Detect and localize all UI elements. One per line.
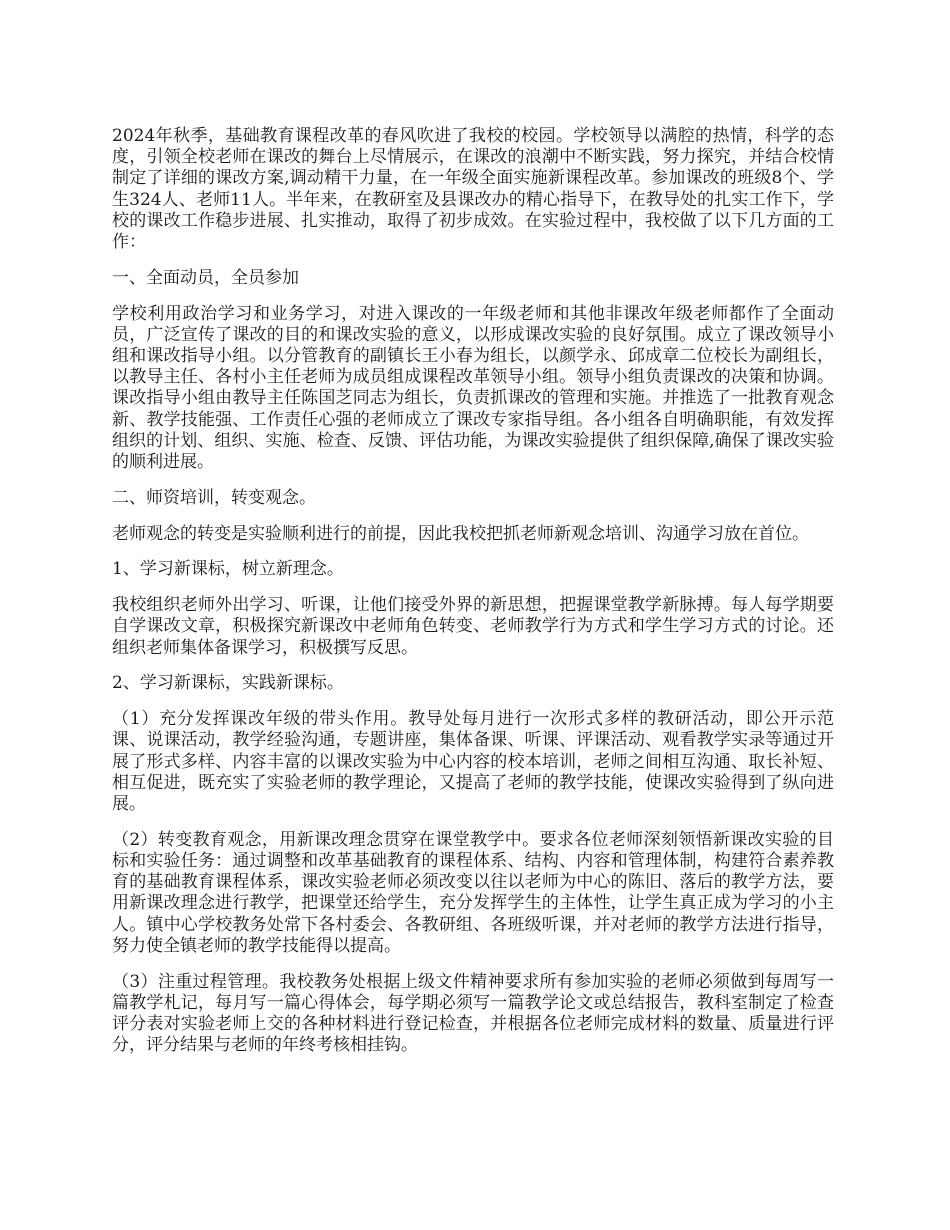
numbered-paragraph-1: （1）充分发挥课改年级的带头作用。教导处每月进行一次形式多样的教研活动，即公开示范课、说课活动，教学经验沟通，专题讲座，集体备课、听课、评课活动、观看教学实录等通过开展了形式多样、内容丰富的以课改实验为中心内容的校本培训，老师之间相互沟通、取长补短、相互促进，既充实了实验老师的教学理论，又提高了老师的教学技能，使课改实验得到了纵向进展。 [112, 709, 834, 815]
body-paragraph: 学校利用政治学习和业务学习，对进入课改的一年级老师和其他非课改年级老师都作了全面动员，广泛宣传了课改的目的和课改实验的意义，以形成课改实验的良好氛围。成立了课改领导小组和课改指导小组。以分管教育的副镇长王小春为组长，以颜学永、邱成章二位校长为副组长，以教导主任、各村小主任老师为成员组成课程改革领导小组。领导小组负责课改的决策和协调。课改指导小组由教导主任陈国芝同志为组长，负责抓课改的管理和实施。并推选了一批教育观念新、教学技能强、工作责任心强的老师成立了课改专家指导组。各小组各自明确职能，有效发挥组织的计划、组织、实施、检查、反馈、评估功能，为课改实验提供了组织保障,确保了课改实验的顺利进展。 [112, 303, 834, 473]
numbered-paragraph-3: （3）注重过程管理。我校教务处根据上级文件精神要求所有参加实验的老师必须做到每周写一篇教学札记，每月写一篇心得体会，每学期必须写一篇教学论文或总结报告，教科室制定了检查评分表对实验老师上交的各种材料进行登记检查，并根据各位老师完成材料的数量、质量进行评分，评分结果与老师的年终考核相挂钩。 [112, 971, 834, 1056]
intro-paragraph: 2024年秋季，基础教育课程改革的春风吹进了我校的校园。学校领导以满腔的热情，科学的态度，引领全校老师在课改的舞台上尽情展示，在课改的浪潮中不断实践，努力探究，并结合校情制定了详细的课改方案,调动精干力量，在一年级全面实施新课程改革。参加课改的班级8个、学生324人、老师11人。半年来，在教研室及县课改办的精心指导下，在教导处的扎实工作下，学校的课改工作稳步进展、扎实推动，取得了初步成效。在实验过程中，我校做了以下几方面的工作： [112, 126, 834, 253]
body-paragraph: 我校组织老师外出学习、听课，让他们接受外界的新思想，把握课堂教学新脉搏。每人每学期要自学课改文章，积极探究新课改中老师角色转变、老师教学行为方式和学生学习方式的讨论。还组织老师集体备课学习，积极撰写反思。 [112, 595, 834, 658]
subsection-heading-2: 2、学习新课标，实践新课标。 [112, 673, 344, 694]
section-heading-2: 二、师资培训，转变观念。 [112, 487, 316, 508]
section-heading-1: 一、全面动员，全员参加 [112, 267, 299, 288]
document-body [112, 126, 834, 1071]
body-paragraph: 老师观念的转变是实验顺利进行的前提，因此我校把抓老师新观念培训、沟通学习放在首位。 [112, 523, 809, 544]
subsection-heading-1: 1、学习新课标，树立新理念。 [112, 559, 344, 580]
numbered-paragraph-2: （2）转变教育观念，用新课改理念贯穿在课堂教学中。要求各位老师深刻领悟新课改实验的目标和实验任务：通过调整和改革基础教育的课程体系、结构、内容和管理体制，构建符合素养教育的基础教育课程体系，课改实验老师必须改变以往以老师为中心的陈旧、落后的教学方法，要用新课改理念进行教学，把课堂还给学生，充分发挥学生的主体性，让学生真正成为学习的小主人。镇中心学校教务处常下各村委会、各教研组、各班级听课，并对老师的教学方法进行指导，努力使全镇老师的教学技能得以提高。 [112, 829, 834, 956]
